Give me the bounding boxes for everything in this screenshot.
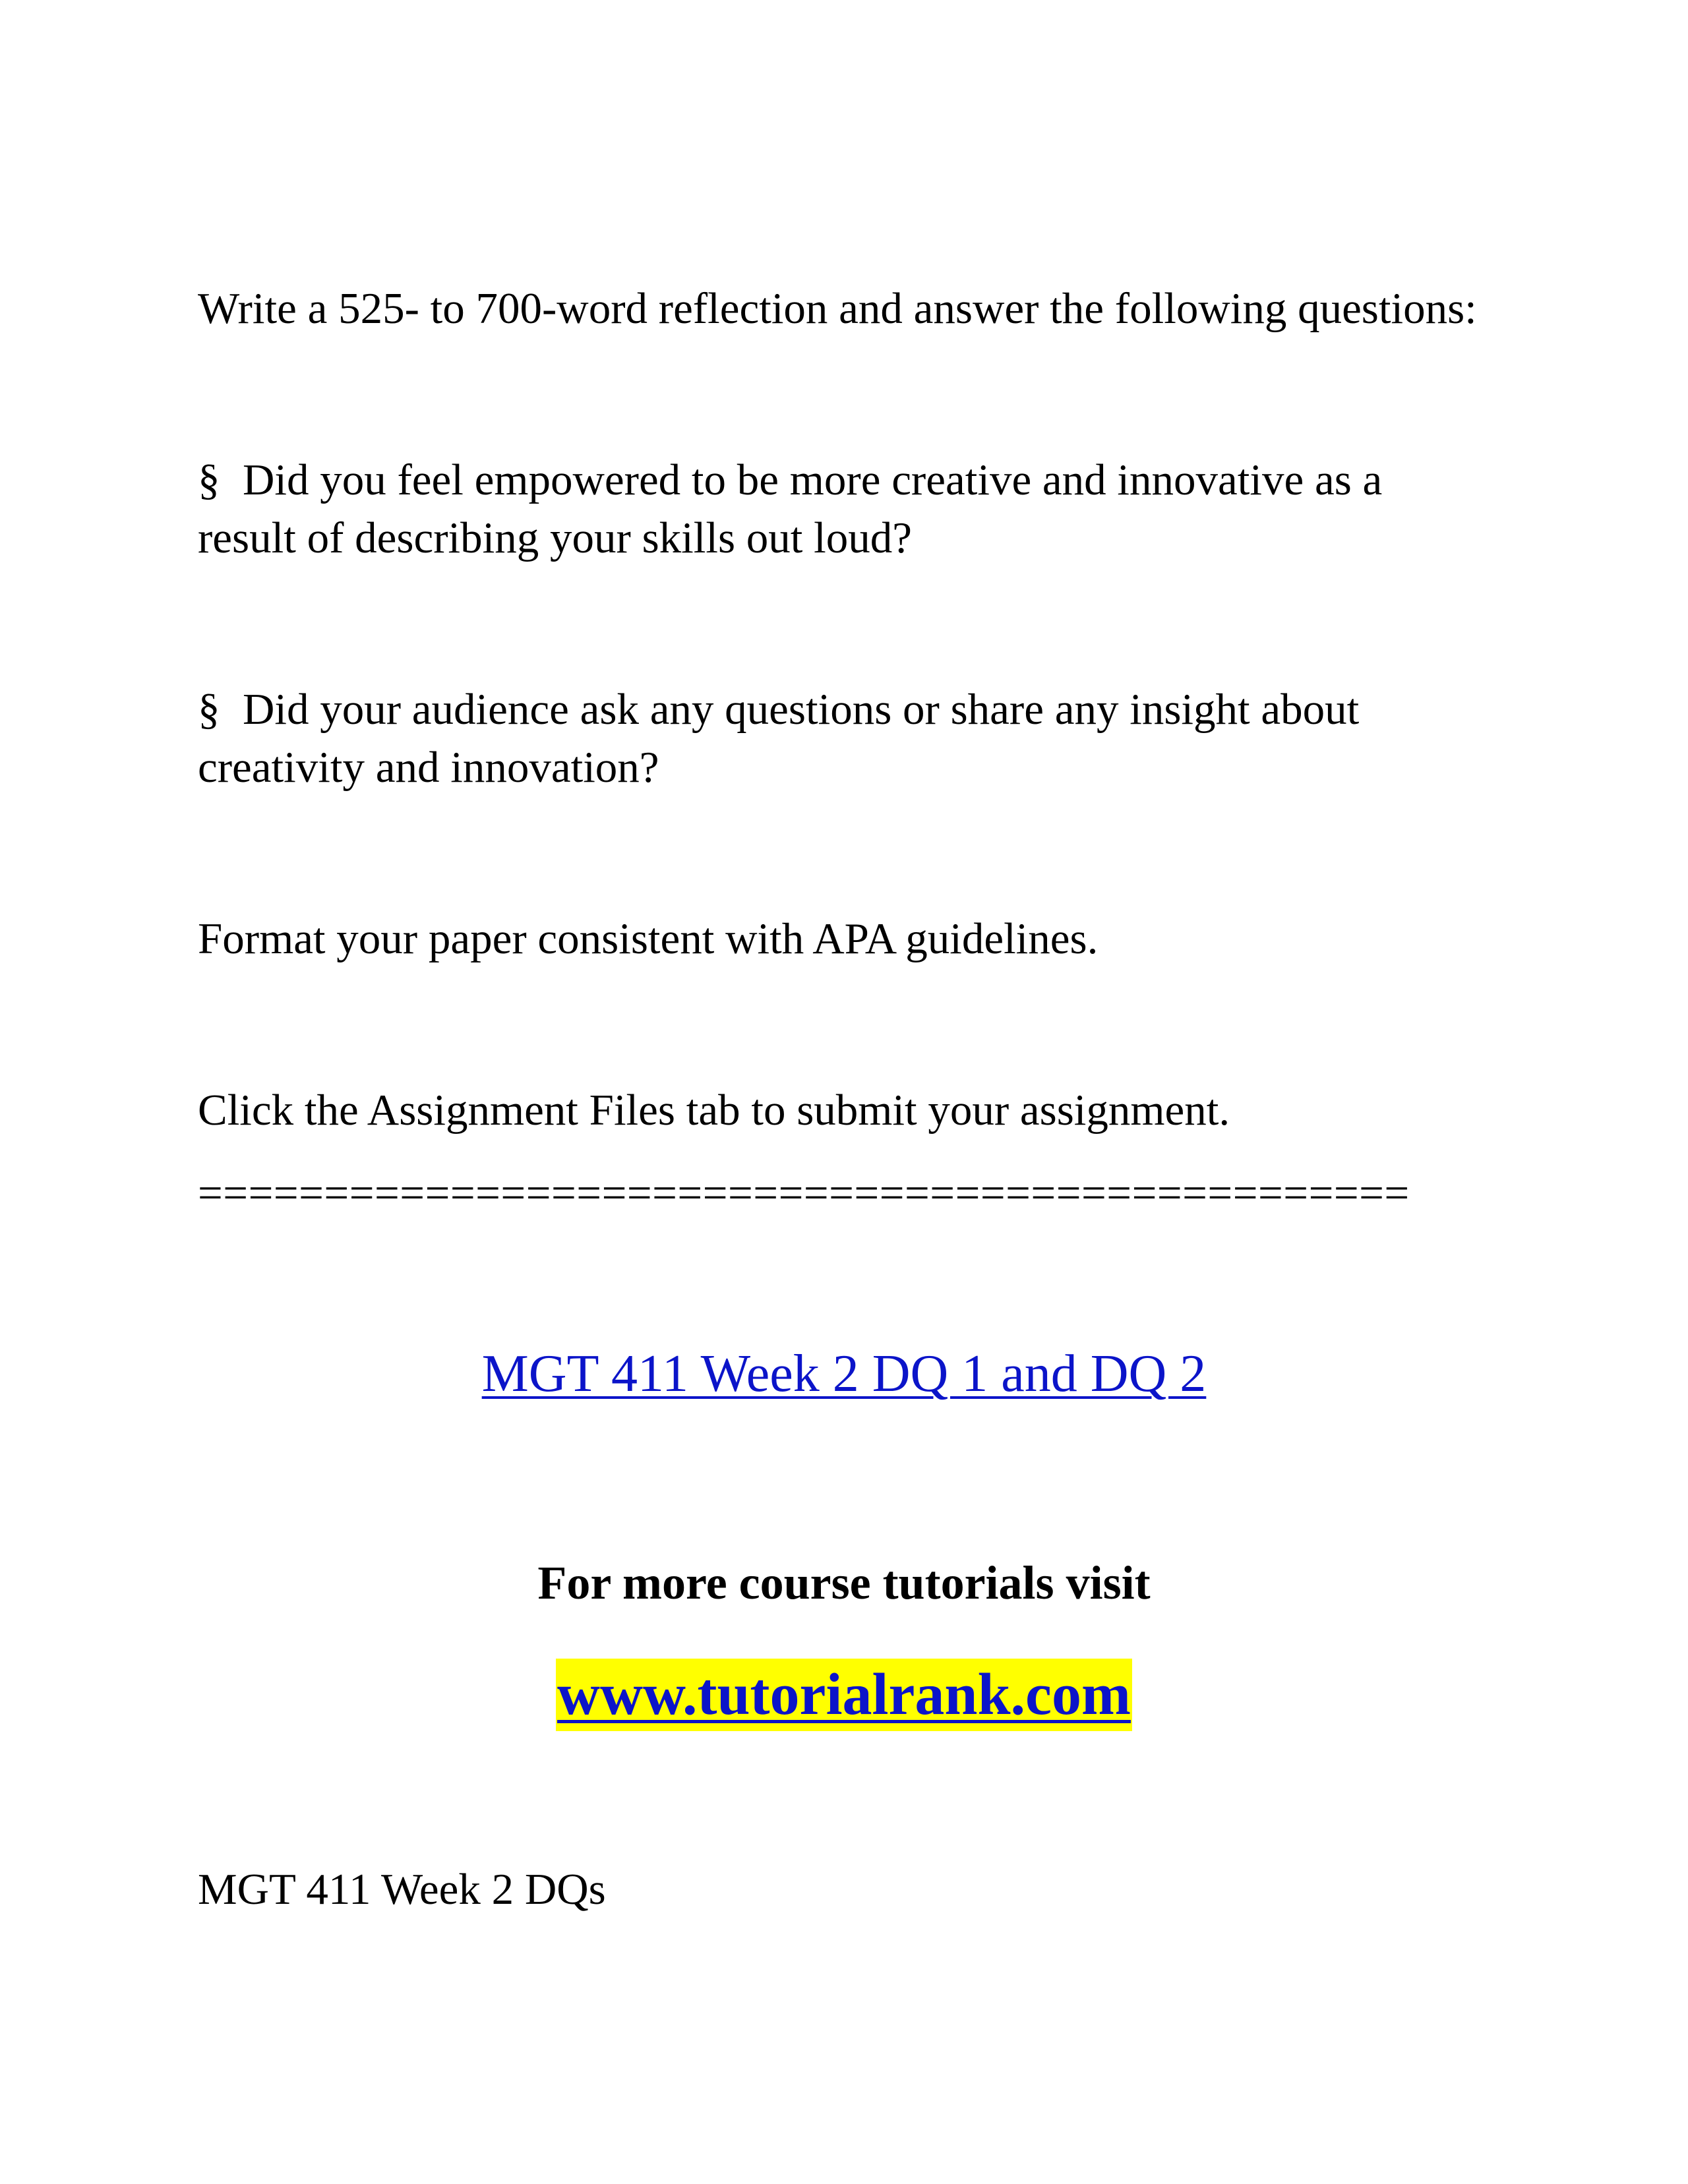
bullet-1-line-2: result of describing your skills out loud? xyxy=(198,514,913,562)
visit-label: For more course tutorials visit xyxy=(537,1556,1151,1609)
section-sign-icon: § xyxy=(198,685,220,734)
intro-text: Write a 525- to 700-word reflection and answer the following questions: xyxy=(198,284,1477,333)
course-link[interactable]: MGT 411 Week 2 DQ 1 and DQ 2 xyxy=(481,1345,1207,1403)
submit-note: Click the Assignment Files tab to submit your assignment. xyxy=(198,1086,1230,1135)
bullet-2-line-2: creativity and innovation? xyxy=(198,743,659,792)
footer-label: MGT 411 Week 2 DQs xyxy=(198,1865,606,1914)
bullet-1-text: Did you feel empowered to be more creative and innovative as a xyxy=(243,456,1383,504)
site-link[interactable]: www.tutorialrank.com xyxy=(556,1659,1132,1731)
bullet-2-text: Did your audience ask any questions or share any insight about xyxy=(243,685,1360,734)
section-sign-icon: § xyxy=(198,456,220,504)
site-link-row xyxy=(0,1659,1688,1731)
bullet-1-line-1 xyxy=(198,451,1382,509)
format-note: Format your paper consistent with APA guidelines. xyxy=(198,914,1099,963)
course-link-row xyxy=(0,1341,1688,1407)
separator-line: ================================================ xyxy=(198,1169,1410,1218)
bullet-2-line-1 xyxy=(198,680,1359,738)
